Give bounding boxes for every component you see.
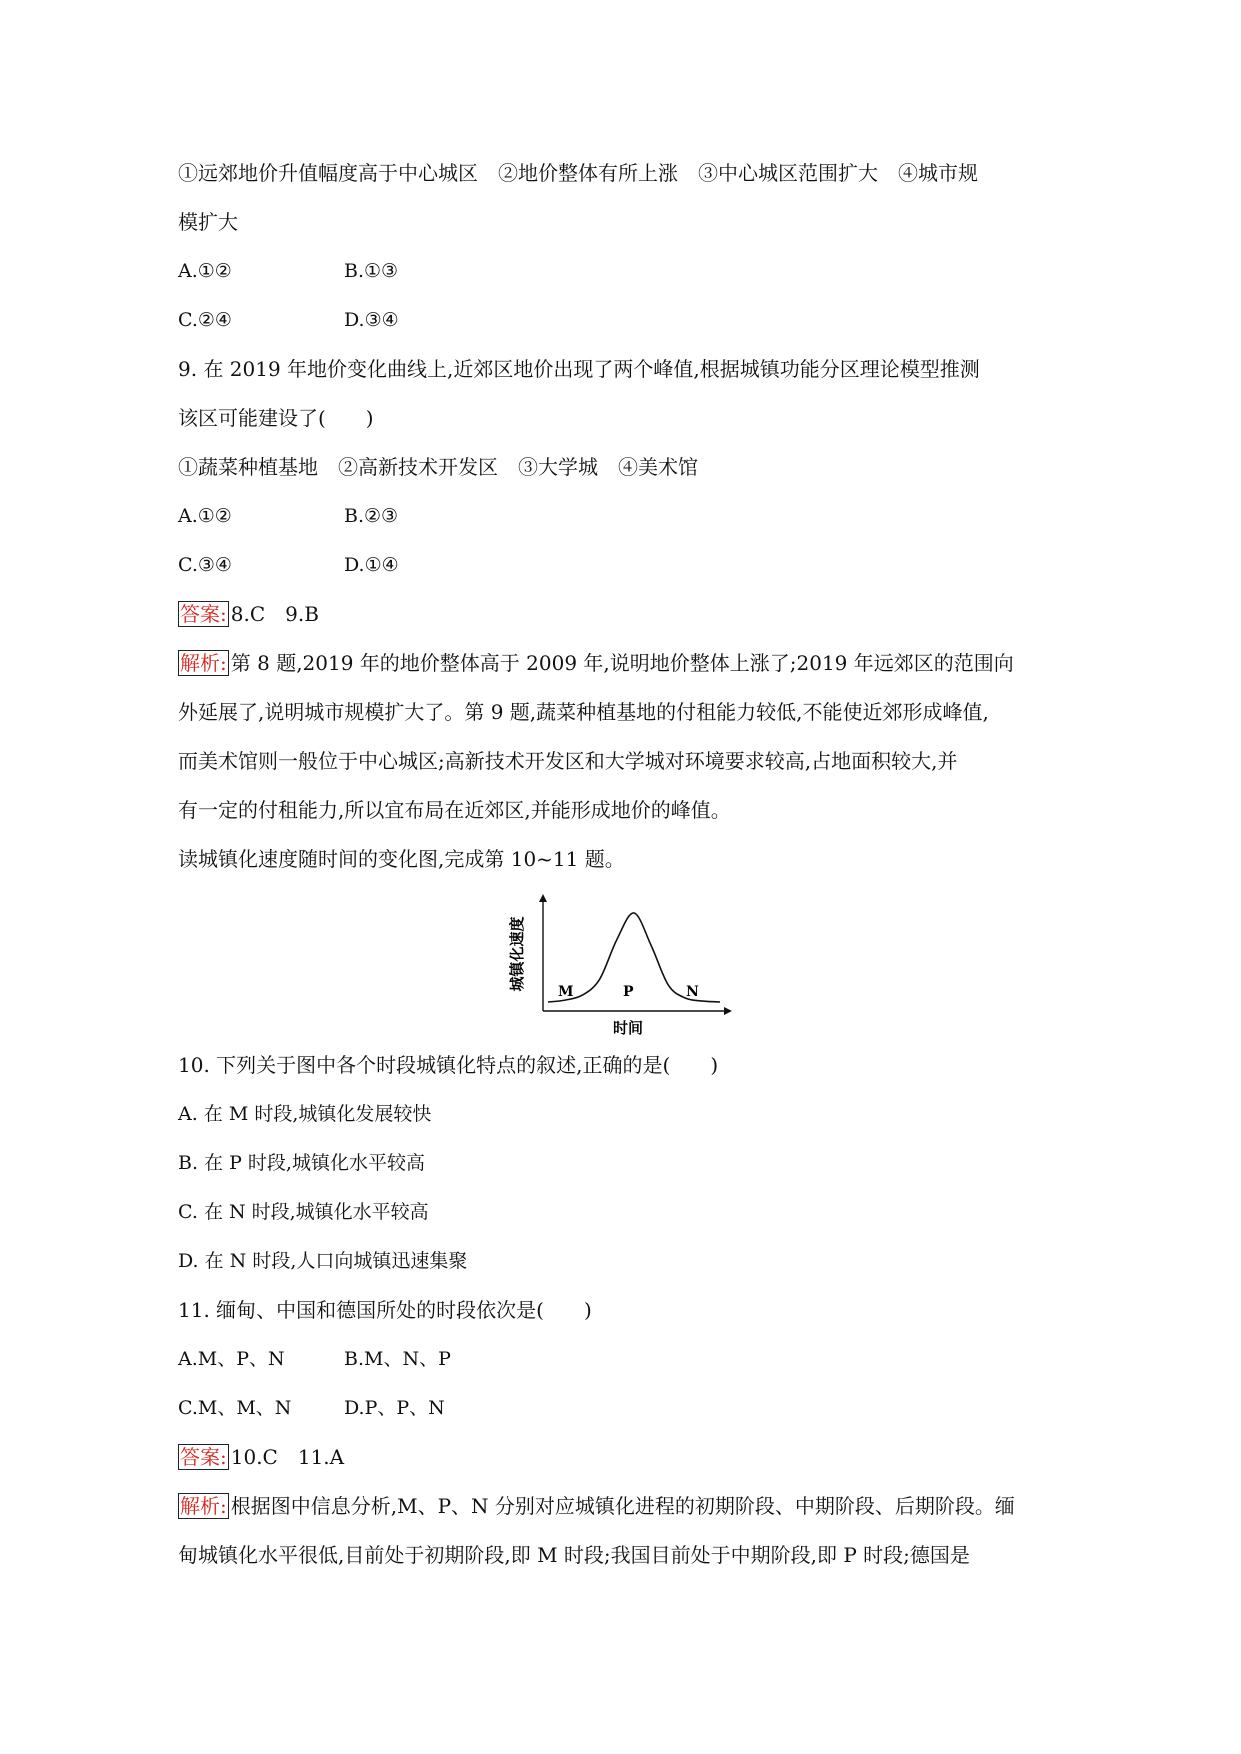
q10-option-d: D. 在 N 时段,人口向城镇迅速集聚: [178, 1250, 468, 1272]
q9-stem-line2: 该区可能建设了( ): [178, 406, 374, 430]
answer-text: 10.C 11.A: [230, 1445, 345, 1469]
q9-option-d: D.①④: [344, 554, 399, 576]
answer-block-1: [178, 601, 319, 627]
analysis-text: 第 8 题,2019 年的地价整体高于 2009 年,说明地价整体上涨了;2019 年远郊区的范围向: [230, 651, 1014, 675]
q9-statements: ①蔬菜种植基地 ②高新技术开发区 ③大学城 ④美术馆: [178, 455, 698, 479]
q11-option-a: A.M、P、N: [178, 1348, 285, 1370]
analysis-block-2-line1: [178, 1493, 1015, 1519]
q10-option-a: A. 在 M 时段,城镇化发展较快: [178, 1103, 432, 1125]
analysis-block-1-line3: 而美术馆则一般位于中心城区;高新技术开发区和大学城对环境要求较高,占地面积较大,并: [178, 749, 958, 773]
label-n: N: [686, 984, 699, 1000]
urbanization-speed-chart: [498, 888, 738, 1038]
y-axis-label: 城镇化速度: [508, 916, 526, 992]
analysis-block-1-line2: 外延展了,说明城市规模扩大了。第 9 题,蔬菜种植基地的付租能力较低,不能使近郊形成峰值,: [178, 700, 989, 724]
analysis-block-2-line2: 甸城镇化水平很低,目前处于初期阶段,即 M 时段;我国目前处于中期阶段,即 P 时段;德国是: [178, 1543, 970, 1567]
q11-option-b: B.M、N、P: [344, 1348, 451, 1370]
answer-tag: 答案:: [180, 602, 227, 626]
analysis-tag: 解析:: [180, 651, 227, 675]
chart-svg: [498, 888, 738, 1038]
q8-option-d: D.③④: [344, 309, 399, 331]
q11-option-c: C.M、M、N: [178, 1397, 292, 1419]
q8-option-c: C.②④: [178, 309, 232, 331]
q8-option-a: A.①②: [178, 260, 232, 282]
q11-stem: 11. 缅甸、中国和德国所处的时段依次是( ): [178, 1298, 592, 1322]
q8-option-b: B.①③: [344, 260, 399, 282]
answer-block-2: [178, 1444, 344, 1470]
q9-option-b: B.②③: [344, 505, 399, 527]
q9-option-a: A.①②: [178, 505, 232, 527]
analysis-block-1-line4: 有一定的付租能力,所以宜布局在近郊区,并能形成地价的峰值。: [178, 798, 731, 822]
label-p: P: [623, 984, 634, 1000]
q9-option-c: C.③④: [178, 554, 232, 576]
answer-tag: 答案:: [180, 1445, 227, 1469]
analysis-block-1-line1: [178, 650, 1014, 676]
label-m: M: [558, 984, 574, 1000]
analysis-tag: 解析:: [180, 1494, 227, 1518]
q10-option-c: C. 在 N 时段,城镇化水平较高: [178, 1201, 429, 1223]
q10-option-b: B. 在 P 时段,城镇化水平较高: [178, 1152, 425, 1174]
q9-stem-line1: 9. 在 2019 年地价变化曲线上,近郊区地价出现了两个峰值,根据城镇功能分区理论模型推测: [178, 357, 980, 381]
q8-statements-line2: 模扩大: [178, 210, 238, 234]
q8-statements-line1: ①远郊地价升值幅度高于中心城区 ②地价整体有所上涨 ③中心城区范围扩大 ④城市规: [178, 161, 978, 185]
q10-stem: 10. 下列关于图中各个时段城镇化特点的叙述,正确的是( ): [178, 1053, 719, 1077]
x-axis-label: 时间: [612, 1019, 644, 1037]
figure-intro: 读城镇化速度随时间的变化图,完成第 10~11 题。: [178, 847, 625, 871]
q11-option-d: D.P、P、N: [344, 1397, 445, 1419]
answer-text: 8.C 9.B: [230, 602, 319, 626]
analysis-text: 根据图中信息分析,M、P、N 分别对应城镇化进程的初期阶段、中期阶段、后期阶段。缅: [230, 1494, 1015, 1518]
